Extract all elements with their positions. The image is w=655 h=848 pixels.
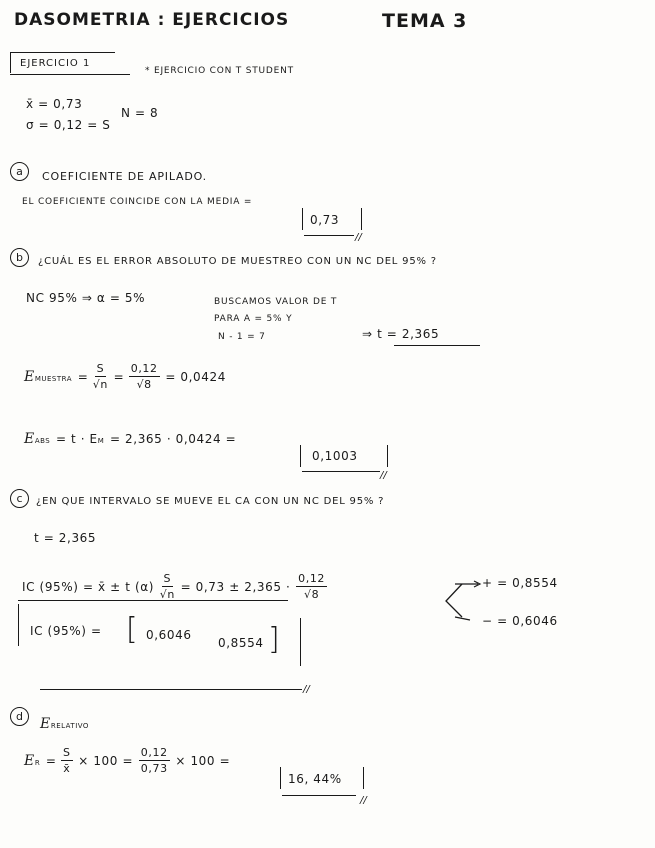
e-muestra-result: = 0,0424 (165, 370, 226, 384)
part-c-question: ¿EN QUE INTERVALO SE MUEVE EL CA CON UN NC DEL 95% ? (36, 496, 385, 507)
er-frac2: $\frac{0,12}{0,73}$ (140, 746, 168, 775)
ic-upper-bound: 0,8554 (218, 636, 264, 650)
ic-box-bottom (40, 689, 302, 690)
part-b-mark: b (10, 248, 29, 267)
part-a-check-mark: // (355, 232, 362, 243)
part-b-question: ¿CUÁL ES EL ERROR ABSOLUTO DE MUESTREO CON UN NC DEL 95% ? (38, 256, 437, 267)
ic-bracket-right: ] (268, 622, 281, 657)
e-abs-check-mark: // (380, 470, 387, 481)
ic-lhs: IC (95%) = x̄ ± t (α) (22, 580, 155, 594)
ic-bracket-left: [ (126, 612, 139, 647)
e-muestra-formula: EMUESTRA = $\frac{S}{√n}$ = $\frac{0,12}{√8}$ = 0,0424 (24, 362, 226, 391)
ic-box-left (18, 604, 19, 646)
ic-frac2: $\frac{0,12}{√8}$ (298, 572, 326, 601)
sigma-value: σ = 0,12 = S (26, 118, 111, 132)
part-b-search-2: PARA Α = 5% Y (214, 314, 293, 324)
e-abs-subscript-m: M (97, 437, 105, 445)
ic-branch-plus: + = 0,8554 (482, 576, 558, 590)
part-d-heading: ERELATIVO (40, 716, 89, 732)
er-times: × 100 = (78, 754, 134, 768)
sample-size: N = 8 (121, 106, 159, 120)
e-relative-formula: ER = $\frac{S}{x̄}$ × 100 = $\frac{0,12}{0,73}$ × 100 = (24, 746, 231, 775)
e-muestra-frac1: $\frac{S}{√n}$ (92, 362, 108, 391)
e-abs-subscript: ABS (34, 437, 51, 445)
e-relative-underline (282, 795, 356, 796)
exercise-note: * EJERCICIO CON T STUDENT (145, 66, 294, 76)
part-a-text: EL COEFICIENTE COINCIDE CON LA MEDIA = (22, 197, 253, 207)
e-muestra-symbol: E (24, 369, 35, 385)
ic-middle: = 0,73 ± 2,365 · (180, 580, 291, 594)
ic-box-right (300, 618, 301, 666)
part-b-search-3: N - 1 = 7 (218, 332, 266, 342)
part-a-mark: a (10, 162, 29, 181)
tema-label: TEMA 3 (382, 10, 468, 32)
e-abs-calculation: = 2,365 · 0,0424 = (109, 432, 237, 446)
part-b-confidence: NC 95% ⇒ α = 5% (26, 291, 146, 305)
e-relative-check-mark: // (360, 795, 367, 806)
ic-frac1: $\frac{S}{√n}$ (159, 572, 175, 601)
part-c-t-value: t = 2,365 (34, 531, 97, 545)
part-d-mark: d (10, 707, 29, 726)
page-title: DASOMETRIA : EJERCICIOS (14, 10, 290, 30)
part-a-heading: COEFICIENTE DE APILADO. (42, 170, 207, 183)
part-b-search-1: BUSCAMOS VALOR DE T (214, 297, 338, 307)
e-muestra-subscript: MUESTRA (34, 375, 73, 383)
mean-value: x̄ = 0,73 (26, 97, 83, 111)
e-relative-subscript: R (34, 759, 41, 767)
er-frac1: $\frac{S}{x̄}$ (62, 746, 71, 775)
ic-result-lhs: IC (95%) = (30, 624, 102, 638)
ic-lower-bound: 0,6046 (146, 628, 192, 642)
exercise-label: EJERCICIO 1 (20, 58, 91, 69)
ic-branch-minus: − = 0,6046 (482, 614, 558, 628)
part-b-t-result: ⇒ t = 2,365 (362, 327, 440, 341)
e-abs-expression: = t · E (55, 432, 98, 446)
er-times-2: × 100 = (175, 754, 231, 768)
e-relative-symbol: E (24, 753, 35, 769)
e-abs-symbol: E (24, 431, 35, 447)
part-c-mark: c (10, 489, 29, 508)
e-muestra-frac2: $\frac{0,12}{√8}$ (130, 362, 158, 391)
e-relative-answer: 16, 44% (288, 772, 342, 786)
ic-box-top (18, 600, 288, 601)
part-a-answer: 0,73 (310, 213, 340, 227)
e-abs-answer: 0,1003 (312, 449, 358, 463)
ic-check-mark: // (303, 684, 310, 695)
